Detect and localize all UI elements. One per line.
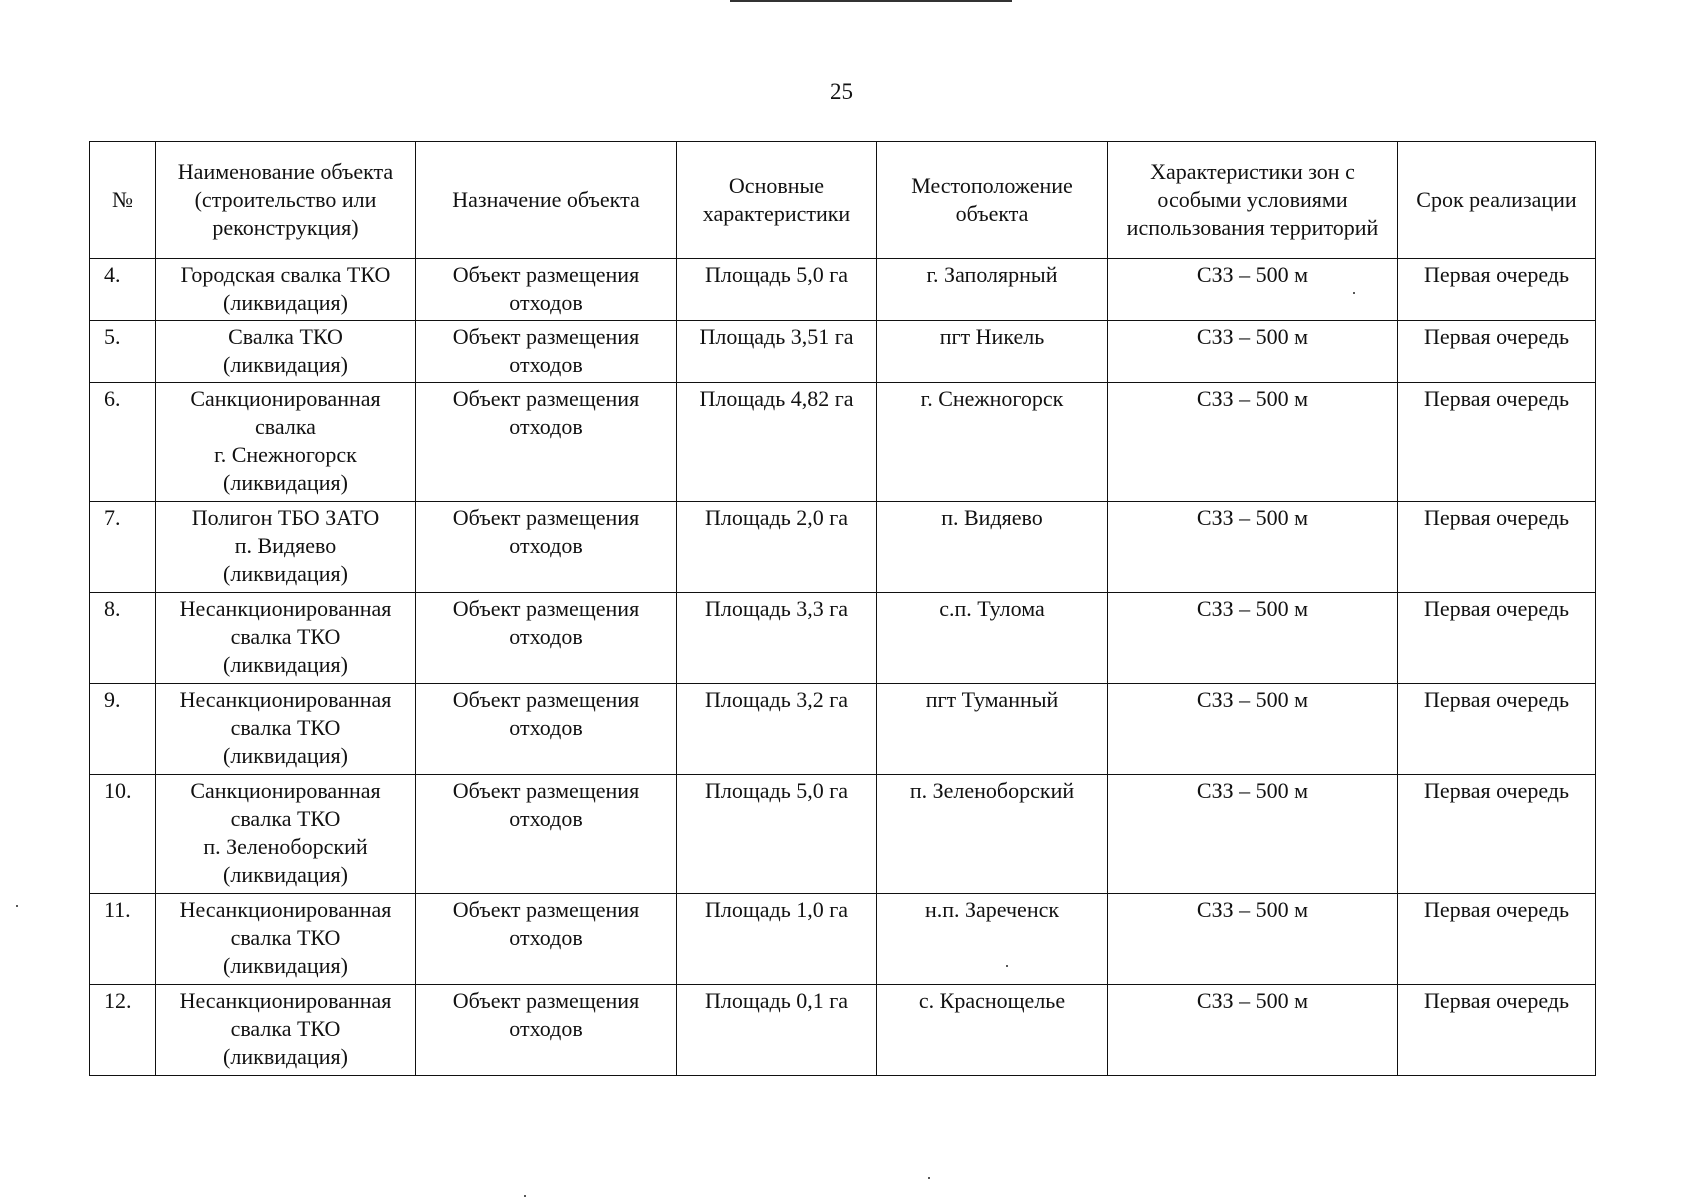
header-location: Местоположение объекта: [877, 142, 1108, 259]
cell-purpose: Объект размещения отходов: [416, 502, 677, 593]
cell-location: пгт Никель: [877, 321, 1108, 383]
cell-deadline: Первая очередь: [1398, 502, 1596, 593]
cell-object-name: Санкционированная свалка г. Снежногорск (ликвидация): [156, 383, 416, 502]
scan-speck: [16, 905, 18, 907]
cell-object-name: Свалка ТКО (ликвидация): [156, 321, 416, 383]
cell-zone: СЗЗ – 500 м: [1108, 502, 1398, 593]
cell-zone: СЗЗ – 500 м: [1108, 894, 1398, 985]
cell-zone: СЗЗ – 500 м: [1108, 593, 1398, 684]
cell-deadline: Первая очередь: [1398, 775, 1596, 894]
cell-zone: СЗЗ – 500 м: [1108, 321, 1398, 383]
cell-number: 7.: [90, 502, 156, 593]
cell-characteristics: Площадь 3,2 га: [677, 684, 877, 775]
cell-object-name: Несанкционированная свалка ТКО (ликвидация): [156, 894, 416, 985]
table-row: [90, 502, 1596, 593]
cell-number: 10.: [90, 775, 156, 894]
cell-location: н.п. Зареченск: [877, 894, 1108, 985]
cell-location: п. Зеленоборский: [877, 775, 1108, 894]
cell-deadline: Первая очередь: [1398, 684, 1596, 775]
cell-object-name: Несанкционированная свалка ТКО (ликвидация): [156, 985, 416, 1076]
cell-purpose: Объект размещения отходов: [416, 593, 677, 684]
cell-characteristics: Площадь 5,0 га: [677, 775, 877, 894]
cell-number: 12.: [90, 985, 156, 1076]
table-row: [90, 985, 1596, 1076]
cell-deadline: Первая очередь: [1398, 593, 1596, 684]
cell-object-name: Санкционированная свалка ТКО п. Зеленоборский (ликвидация): [156, 775, 416, 894]
header-characteristics: Основные характеристики: [677, 142, 877, 259]
cell-number: 5.: [90, 321, 156, 383]
table-header-row: [90, 142, 1596, 259]
cell-deadline: Первая очередь: [1398, 321, 1596, 383]
header-zone-characteristics: Характеристики зон с особыми условиями использования территорий: [1108, 142, 1398, 259]
cell-deadline: Первая очередь: [1398, 259, 1596, 321]
cell-deadline: Первая очередь: [1398, 985, 1596, 1076]
cell-zone: СЗЗ – 500 м: [1108, 775, 1398, 894]
cell-zone: СЗЗ – 500 м: [1108, 684, 1398, 775]
table-row: [90, 775, 1596, 894]
cell-characteristics: Площадь 4,82 га: [677, 383, 877, 502]
cell-location: с.п. Тулома: [877, 593, 1108, 684]
objects-table: [89, 141, 1596, 1076]
cell-characteristics: Площадь 3,51 га: [677, 321, 877, 383]
cell-characteristics: Площадь 2,0 га: [677, 502, 877, 593]
table-row: [90, 684, 1596, 775]
header-deadline: Срок реализации: [1398, 142, 1596, 259]
table-row: [90, 321, 1596, 383]
header-purpose: Назначение объекта: [416, 142, 677, 259]
cell-characteristics: Площадь 1,0 га: [677, 894, 877, 985]
cell-purpose: Объект размещения отходов: [416, 259, 677, 321]
cell-object-name: Полигон ТБО ЗАТО п. Видяево (ликвидация): [156, 502, 416, 593]
cell-zone: СЗЗ – 500 м: [1108, 259, 1398, 321]
cell-zone: СЗЗ – 500 м: [1108, 985, 1398, 1076]
cell-number: 6.: [90, 383, 156, 502]
page-number: 25: [830, 79, 853, 104]
cell-object-name: Несанкционированная свалка ТКО (ликвидация): [156, 593, 416, 684]
cell-object-name: Городская свалка ТКО (ликвидация): [156, 259, 416, 321]
scan-speck: [928, 1177, 930, 1179]
cell-number: 9.: [90, 684, 156, 775]
scan-speck: [1006, 965, 1008, 967]
cell-location: г. Заполярный: [877, 259, 1108, 321]
cell-location: г. Снежногорск: [877, 383, 1108, 502]
scan-speck: [524, 1195, 526, 1197]
cell-object-name: Несанкционированная свалка ТКО (ликвидация): [156, 684, 416, 775]
table-row: [90, 894, 1596, 985]
cell-number: 4.: [90, 259, 156, 321]
cell-purpose: Объект размещения отходов: [416, 985, 677, 1076]
top-rule: [730, 0, 1012, 2]
cell-number: 8.: [90, 593, 156, 684]
cell-deadline: Первая очередь: [1398, 383, 1596, 502]
cell-purpose: Объект размещения отходов: [416, 321, 677, 383]
table-row: [90, 383, 1596, 502]
cell-purpose: Объект размещения отходов: [416, 894, 677, 985]
cell-characteristics: Площадь 5,0 га: [677, 259, 877, 321]
cell-purpose: Объект размещения отходов: [416, 684, 677, 775]
cell-zone: СЗЗ – 500 м: [1108, 383, 1398, 502]
cell-number: 11.: [90, 894, 156, 985]
cell-location: п. Видяево: [877, 502, 1108, 593]
table-row: [90, 593, 1596, 684]
header-number: №: [90, 142, 156, 259]
cell-purpose: Объект размещения отходов: [416, 775, 677, 894]
table-row: [90, 259, 1596, 321]
cell-location: с. Краснощелье: [877, 985, 1108, 1076]
cell-location: пгт Туманный: [877, 684, 1108, 775]
cell-characteristics: Площадь 3,3 га: [677, 593, 877, 684]
header-object-name: Наименование объекта (строительство или реконструкция): [156, 142, 416, 259]
cell-purpose: Объект размещения отходов: [416, 383, 677, 502]
cell-deadline: Первая очередь: [1398, 894, 1596, 985]
scan-speck: [1353, 292, 1355, 294]
cell-characteristics: Площадь 0,1 га: [677, 985, 877, 1076]
